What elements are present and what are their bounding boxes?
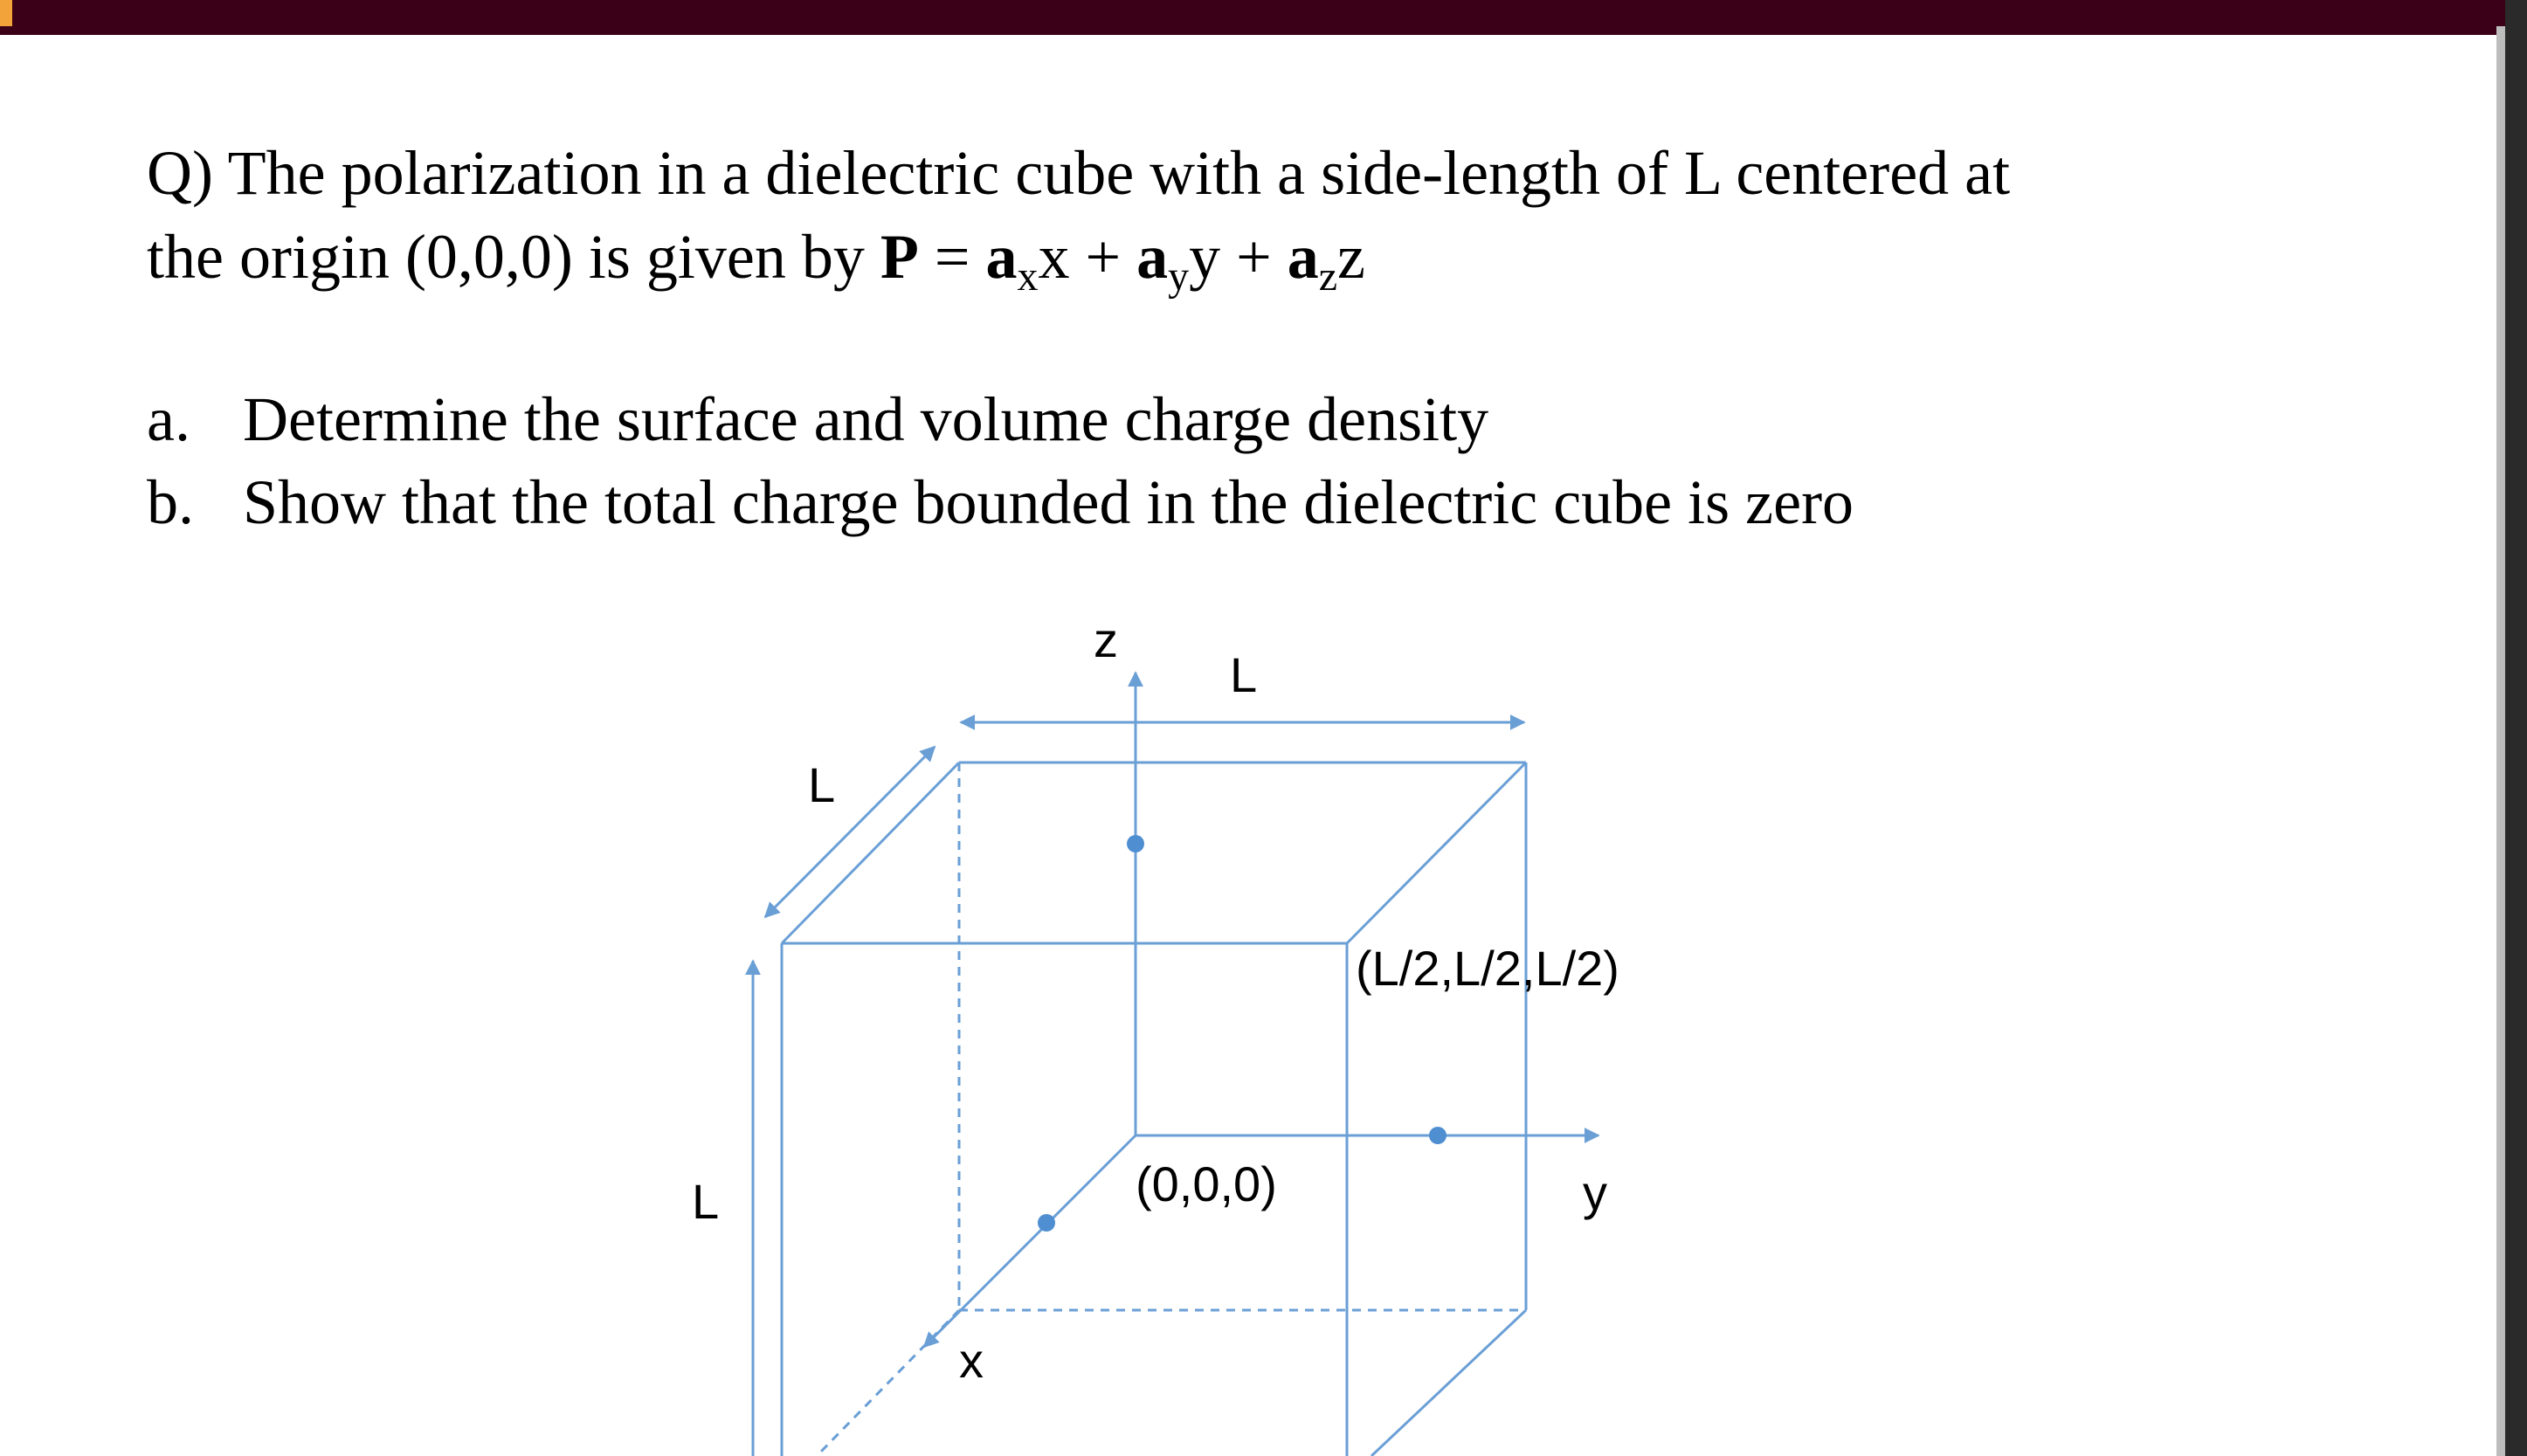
unit-vector-ay-sub: y — [1168, 253, 1190, 300]
list-item-label: a. — [147, 384, 190, 454]
list-item-text: Show that the total charge bounded in the dielectric cube is zero — [243, 467, 1854, 537]
axis-label-z: z — [1094, 612, 1118, 667]
term-x: x + — [1038, 222, 1137, 292]
cube-edge — [1347, 763, 1526, 943]
term-y: y + — [1189, 222, 1288, 292]
question-line-1: Q) The polarization in a dielectric cube with a side-length of L centered at — [147, 138, 2011, 208]
point-y — [1429, 1127, 1446, 1144]
question-line-2: the origin (0,0,0) is given by — [147, 222, 880, 292]
equals-sign: = — [918, 222, 986, 292]
unit-vector-ax-sub: x — [1017, 253, 1039, 300]
corner-coordinate-label: (L/2,L/2,L/2) — [1356, 941, 1619, 996]
length-label-height: L — [692, 1174, 720, 1229]
list-item-text: Determine the surface and volume charge density — [243, 384, 1489, 454]
point-x — [1038, 1214, 1055, 1232]
origin-coordinate-label: (0,0,0) — [1136, 1156, 1277, 1211]
unit-vector-ay: a — [1136, 222, 1169, 292]
dimension-arrow-depth — [765, 747, 935, 917]
axis-label-y: y — [1583, 1165, 1607, 1220]
cube-edge — [1371, 1310, 1526, 1456]
axis-label-x: x — [959, 1333, 984, 1388]
length-label-depth: L — [808, 757, 836, 812]
scrollbar-track[interactable] — [2505, 0, 2527, 1456]
polarization-symbol: P — [880, 222, 919, 292]
length-label-top: L — [1230, 647, 1258, 702]
list-item-label: b. — [147, 467, 194, 537]
x-axis — [924, 1135, 1136, 1347]
scrollbar-thumb[interactable] — [2496, 26, 2505, 1456]
point-z — [1127, 835, 1144, 852]
unit-vector-ax: a — [985, 222, 1018, 292]
term-z: z — [1337, 222, 1365, 292]
unit-vector-az-sub: z — [1318, 253, 1338, 300]
unit-vector-az: a — [1287, 222, 1319, 292]
